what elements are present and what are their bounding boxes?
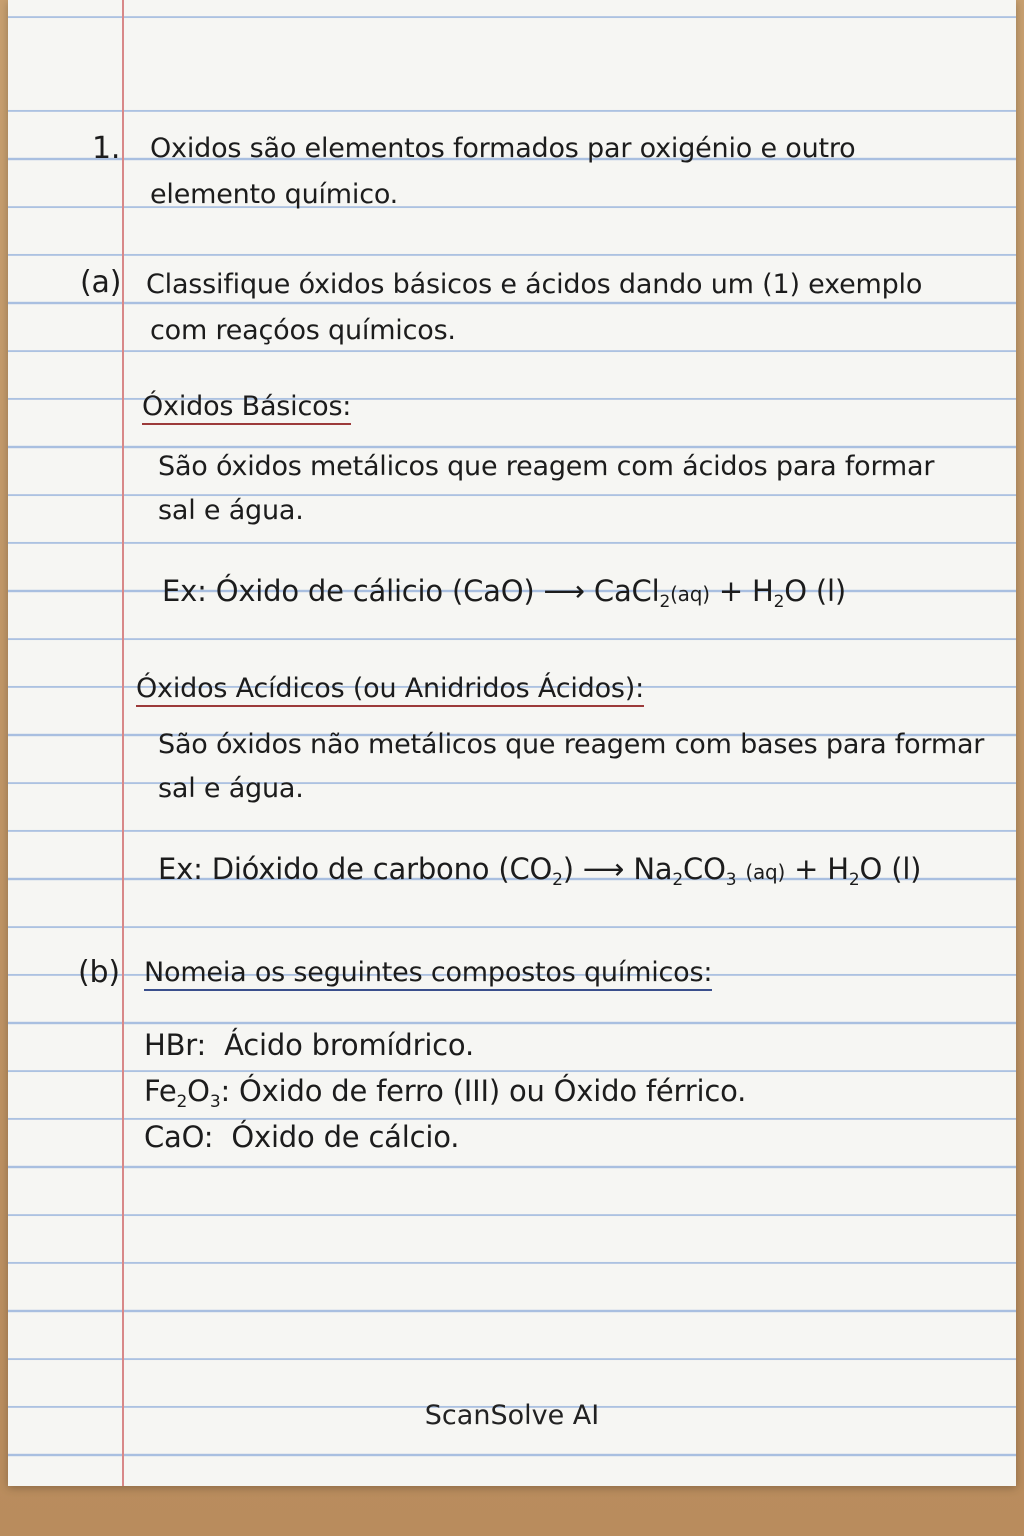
part-b-label: (b) (78, 955, 120, 990)
part-a-label: (a) (80, 265, 122, 300)
question-number: 1. (92, 131, 121, 166)
product-1: $Na_2CO_3$ (aq) (633, 852, 786, 890)
part-a-text-line1: Classifique óxidos básicos e ácidos dando um (1) exemplo (146, 269, 923, 300)
basic-oxides-desc-line1: São óxidos metálicos que reagem com ácidos para formar (158, 451, 935, 482)
example-prefix: Ex: (162, 574, 207, 608)
part-b-heading (144, 950, 712, 996)
compound-name: Óxido de ferro (III) ou Óxido férrico. (239, 1074, 747, 1108)
basic-oxides-heading (142, 384, 351, 430)
example-formula: $(CO_2)$ (498, 852, 574, 890)
reaction-arrow: ⟶ (543, 574, 585, 608)
product-2: $H_2O$ (l) (827, 852, 922, 890)
compound-name: Óxido de cálcio. (231, 1120, 460, 1154)
acidic-oxides-heading (136, 666, 644, 712)
question-text-line1: Oxidos são elementos formados par oxigénio e outro (150, 133, 856, 164)
compound-row-cao (144, 1114, 459, 1160)
part-b-heading-text: Nomeia os seguintes compostos químicos: (144, 957, 712, 991)
acidic-oxides-desc-line2: sal e água. (158, 773, 304, 804)
basic-oxides-heading-text: Óxidos Básicos: (142, 391, 351, 425)
compound-row-fe2o3 (144, 1068, 746, 1114)
example-prefix: Ex: (158, 852, 203, 886)
watermark-text: ScanSolve AI (424, 1400, 600, 1431)
acidic-oxides-desc-line1: São óxidos não metálicos que reagem com bases para formar (158, 729, 985, 760)
reaction-arrow: ⟶ (582, 852, 625, 886)
product-1: CaCl$_2$(aq) (593, 574, 710, 612)
notebook-page (8, 0, 1016, 1486)
compound-formula: CaO: (144, 1120, 214, 1154)
compound-formula: $Fe_2O_3$: (144, 1074, 231, 1112)
plus-sign: + (718, 574, 743, 608)
compound-formula: HBr: (144, 1028, 207, 1062)
compound-row-hbr (144, 1022, 474, 1068)
example-formula: (CaO) (451, 574, 535, 608)
acidic-oxides-heading-text: Óxidos Acídicos (ou Anidridos Ácidos): (136, 673, 644, 707)
example-compound-name: Óxido de cálicio (215, 574, 443, 608)
plus-sign: + (794, 852, 819, 886)
compound-name: Ácido bromídrico. (224, 1028, 474, 1062)
basic-oxides-example (162, 568, 846, 617)
acidic-oxides-example (158, 846, 921, 895)
margin-line (122, 0, 124, 1486)
example-compound-name: Dióxido de carbono (211, 852, 490, 886)
part-a-text-line2: com reaçóos químicos. (150, 315, 456, 346)
question-text-line2: elemento químico. (150, 179, 399, 210)
product-2: $H_2O$ (l) (752, 574, 846, 612)
basic-oxides-desc-line2: sal e água. (158, 495, 304, 526)
